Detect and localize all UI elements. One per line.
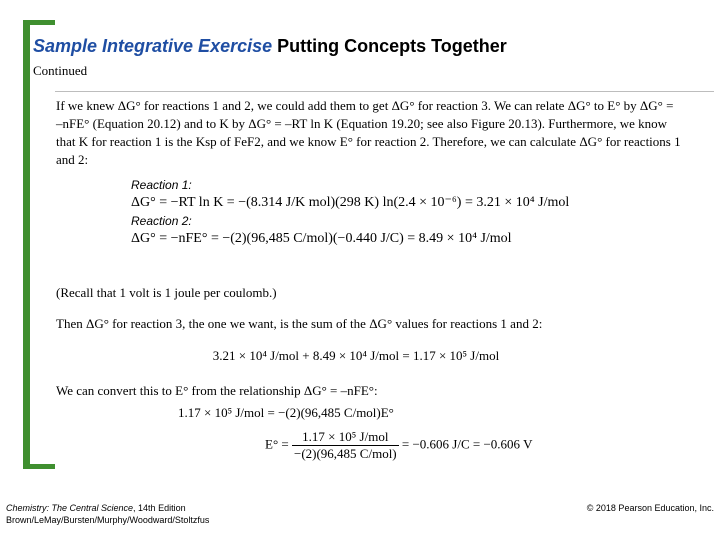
reaction1-equation: ΔG° = −RT ln K = −(8.314 J/K mol)(298 K) ln(2.4 × 10⁻⁶) = 3.21 × 10⁴ J/mol — [131, 195, 570, 210]
sum-intro: Then ΔG° for reaction 3, the one we want, is the sum of the ΔG° values for reactions 1 and 2: — [56, 316, 543, 331]
book-title: Chemistry: The Central Science — [6, 503, 134, 513]
eq2-lhs: E° = — [265, 436, 289, 452]
reaction-equations — [131, 176, 671, 248]
footer-citation — [6, 502, 209, 526]
reaction1-label: Reaction 1: — [131, 178, 192, 192]
convert-equation-1: 1.17 × 10⁵ J/mol = −(2)(96,485 C/mol)E° — [178, 405, 394, 420]
eq2-numerator: 1.17 × 10⁵ J/mol — [292, 429, 399, 446]
reaction2-label: Reaction 2: — [131, 214, 192, 228]
eq2-denominator: −(2)(96,485 C/mol) — [293, 446, 397, 461]
convert-equation-2 — [265, 429, 532, 462]
title-lead: Sample Integrative Exercise — [33, 36, 273, 56]
convert-intro: We can convert this to E° from the relationship ΔG° = –nFE°: — [56, 383, 378, 398]
divider-rule — [55, 91, 714, 92]
recall-note: (Recall that 1 volt is 1 joule per coulomb.) — [56, 285, 277, 300]
reaction2-equation: ΔG° = −nFE° = −(2)(96,485 C/mol)(−0.440 J/C) = 8.49 × 10⁴ J/mol — [131, 231, 512, 246]
intro-paragraph: If we knew ΔG° for reactions 1 and 2, we could add them to get ΔG° for reaction 3. We can relate ΔG° to E° by ΔG° = –nFE° (Equation 20.12) and to K by ΔG° = –RT ln K (Equation 19.20; see also Figure 20.13). Furthermore, we know that K for reaction 1 is the Ksp of FeF2, and we know E° for reaction 2. Therefore, we can calculate ΔG° for reactions 1 and 2: — [56, 98, 681, 167]
book-authors: Brown/LeMay/Bursten/Murphy/Woodward/Stoltzfus — [6, 515, 210, 525]
slide-title — [33, 36, 507, 57]
sum-equation: 3.21 × 10⁴ J/mol + 8.49 × 10⁴ J/mol = 1.17 × 10⁵ J/mol — [212, 348, 500, 363]
slide-bracket-bottom — [23, 464, 55, 469]
slide-bracket-vertical — [23, 20, 30, 469]
footer-copyright: © 2018 Pearson Education, Inc. — [586, 503, 714, 513]
title-rest: Putting Concepts Together — [277, 36, 507, 56]
slide-bracket-top — [23, 20, 55, 25]
eq2-fraction — [292, 429, 399, 462]
continued-label: Continued — [33, 63, 88, 78]
eq2-rhs: = −0.606 J/C = −0.606 V — [401, 436, 533, 452]
book-edition: , 14th Edition — [133, 503, 186, 513]
